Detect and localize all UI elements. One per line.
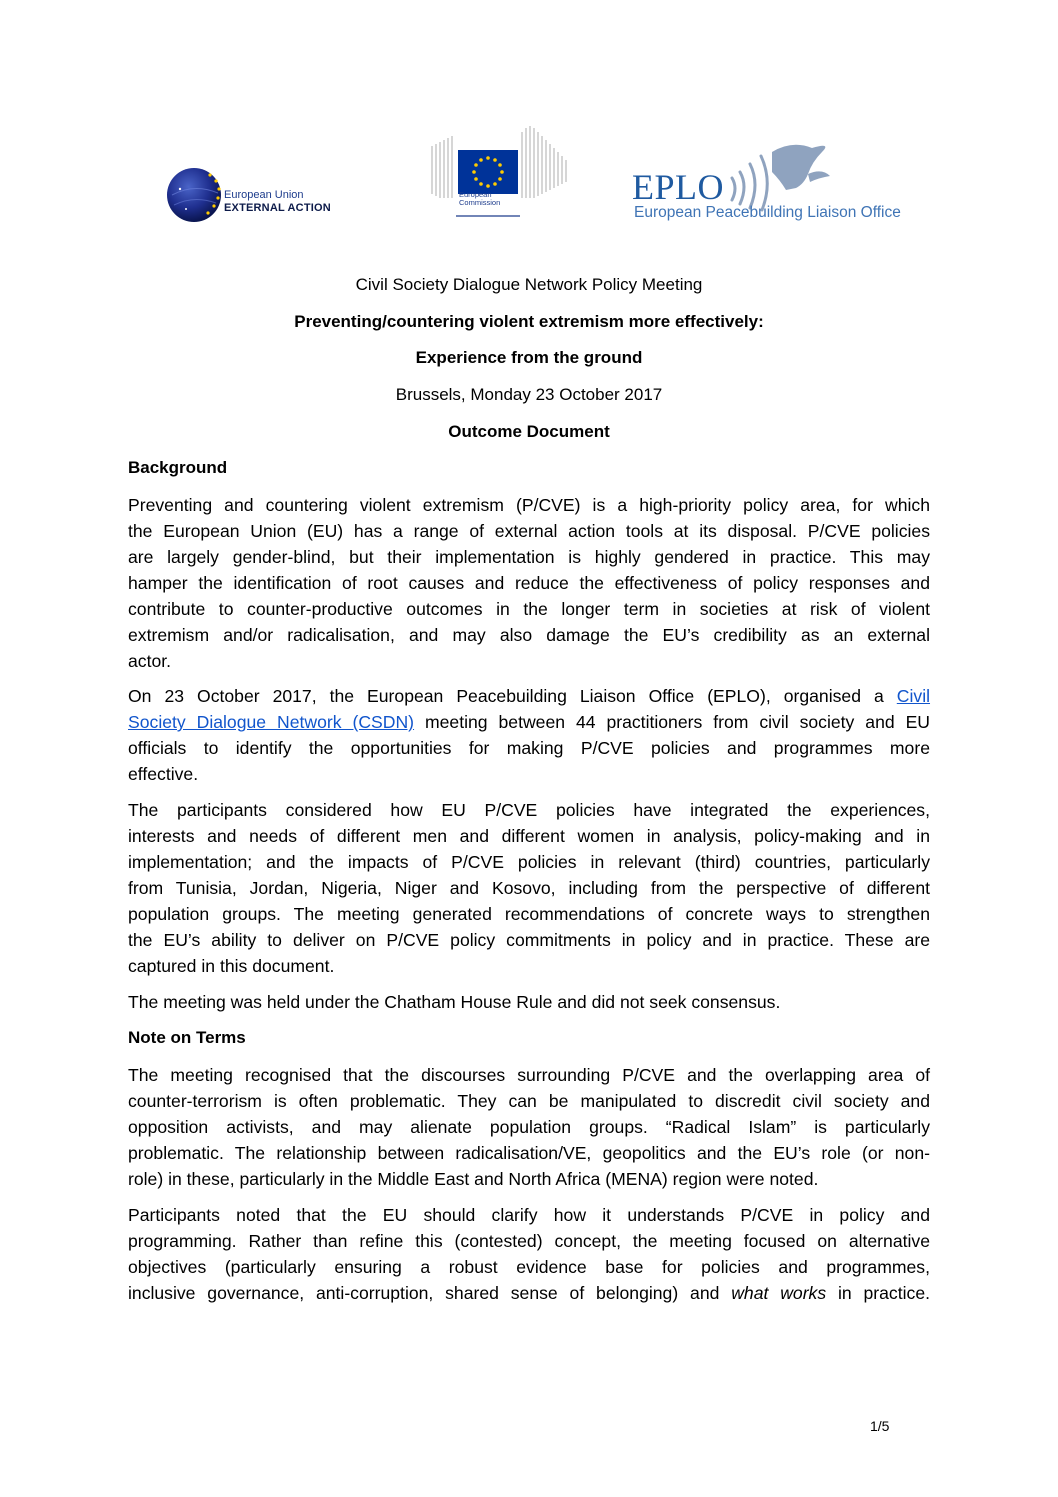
text-span: in practice. xyxy=(826,1283,930,1303)
text-line: captured in this document. xyxy=(128,956,335,976)
text-line xyxy=(128,683,930,709)
page-number: 1/5 xyxy=(870,1418,890,1434)
background-paragraph-3 xyxy=(128,797,930,979)
text-span: inclusive governance, anti-corruption, shared sense of belonging) and xyxy=(128,1283,732,1303)
meeting-name: Civil Society Dialogue Network Policy Meeting xyxy=(355,275,703,294)
text-line: counter-terrorism is often problematic. They can be manipulated to discredit civil society and xyxy=(128,1091,930,1111)
text-line: the European Union (EU) has a range of external action tools at its disposal. P/CVE policies xyxy=(128,521,930,541)
text-line: population groups. The meeting generated recommendations of concrete ways to strengthen xyxy=(128,904,930,924)
text-line: The meeting recognised that the discourses surrounding P/CVE and the overlapping area of xyxy=(128,1065,930,1085)
european-commission-logo xyxy=(430,124,572,220)
ec-logo-line1: European xyxy=(459,190,492,199)
italic-text: what works xyxy=(731,1283,827,1303)
text-line: interests and needs of different men and different women in analysis, policy-making and in xyxy=(128,826,930,846)
csdn-link-part-2[interactable]: Society Dialogue Network (CSDN) xyxy=(128,712,415,732)
text-line: objectives (particularly ensuring a robust evidence base for policies and programmes, xyxy=(128,1257,930,1277)
text-line: role) in these, particularly in the Middle East and North Africa (MENA) region were noted. xyxy=(128,1169,819,1189)
eplo-logo xyxy=(632,138,917,228)
terms-paragraph-2 xyxy=(128,1202,930,1306)
text-line: are largely gender-blind, but their implementation is highly gendered in practice. This may xyxy=(128,547,930,567)
background-paragraph-1 xyxy=(128,492,930,674)
background-paragraph-2 xyxy=(128,683,930,787)
eeas-logo-line2: EXTERNAL ACTION xyxy=(224,202,331,214)
text-line: implementation; and the impacts of P/CVE policies in relevant (third) countries, particularly xyxy=(128,852,930,872)
ec-logo-text xyxy=(459,191,500,207)
terms-paragraph-1 xyxy=(128,1062,930,1192)
title-line-2: Experience from the ground xyxy=(415,348,643,367)
text-line: officials to identify the opportunities for making P/CVE policies and programmes more xyxy=(128,738,930,758)
text-line xyxy=(128,1280,930,1306)
text-line: from Tunisia, Jordan, Nigeria, Niger and Kosovo, including from the perspective of different xyxy=(128,878,930,898)
document-type: Outcome Document xyxy=(448,422,610,441)
place-date: Brussels, Monday 23 October 2017 xyxy=(395,385,663,404)
terms-heading: Note on Terms xyxy=(128,1028,246,1047)
title-line-1: Preventing/countering violent extremism more effectively: xyxy=(294,312,764,331)
text-line: actor. xyxy=(128,651,172,671)
text-line: programming. Rather than refine this (contested) concept, the meeting focused on alternative xyxy=(128,1231,930,1251)
text-span: On 23 October 2017, the European Peacebuilding Liaison Office (EPLO), organised a xyxy=(128,686,884,706)
eplo-logo-name: European Peacebuilding Liaison Office xyxy=(634,204,901,221)
text-line: The meeting was held under the Chatham House Rule and did not seek consensus. xyxy=(128,992,781,1012)
text-line: problematic. The relationship between radicalisation/VE, geopolitics and the EU’s role (or non- xyxy=(128,1143,930,1163)
commission-building-icon xyxy=(430,124,572,220)
background-heading: Background xyxy=(128,458,228,477)
text-line: opposition activists, and may alienate population groups. “Radical Islam” is particularly xyxy=(128,1117,930,1137)
text-line: The participants considered how EU P/CVE policies have integrated the experiences, xyxy=(128,800,930,820)
text-line: Participants noted that the EU should clarify how it understands P/CVE in policy and xyxy=(128,1205,930,1225)
ec-logo-line2: Commission xyxy=(459,198,501,207)
globe-icon xyxy=(166,165,226,225)
text-line: hamper the identification of root causes and reduce the effectiveness of policy responses and xyxy=(128,573,930,593)
background-paragraph-4 xyxy=(128,989,930,1015)
text-line: effective. xyxy=(128,764,199,784)
eeas-logo-line1: European Union xyxy=(224,189,304,201)
text-line: Preventing and countering violent extremism (P/CVE) is a high-priority policy area, for which xyxy=(128,495,930,515)
text-span: meeting between 44 practitioners from civil society and EU xyxy=(414,712,931,732)
text-line: extremism and/or radicalisation, and may also damage the EU’s credibility as an external xyxy=(128,625,930,645)
eplo-logo-abbr: EPLO xyxy=(632,167,724,207)
csdn-link-part-1[interactable]: Civil xyxy=(896,686,931,706)
text-line xyxy=(128,709,930,735)
text-line: the EU’s ability to deliver on P/CVE policy commitments in policy and in practice. These are xyxy=(128,930,930,950)
text-line: contribute to counter-productive outcomes in the longer term in societies at risk of violent xyxy=(128,599,930,619)
eu-external-action-logo xyxy=(166,165,381,225)
